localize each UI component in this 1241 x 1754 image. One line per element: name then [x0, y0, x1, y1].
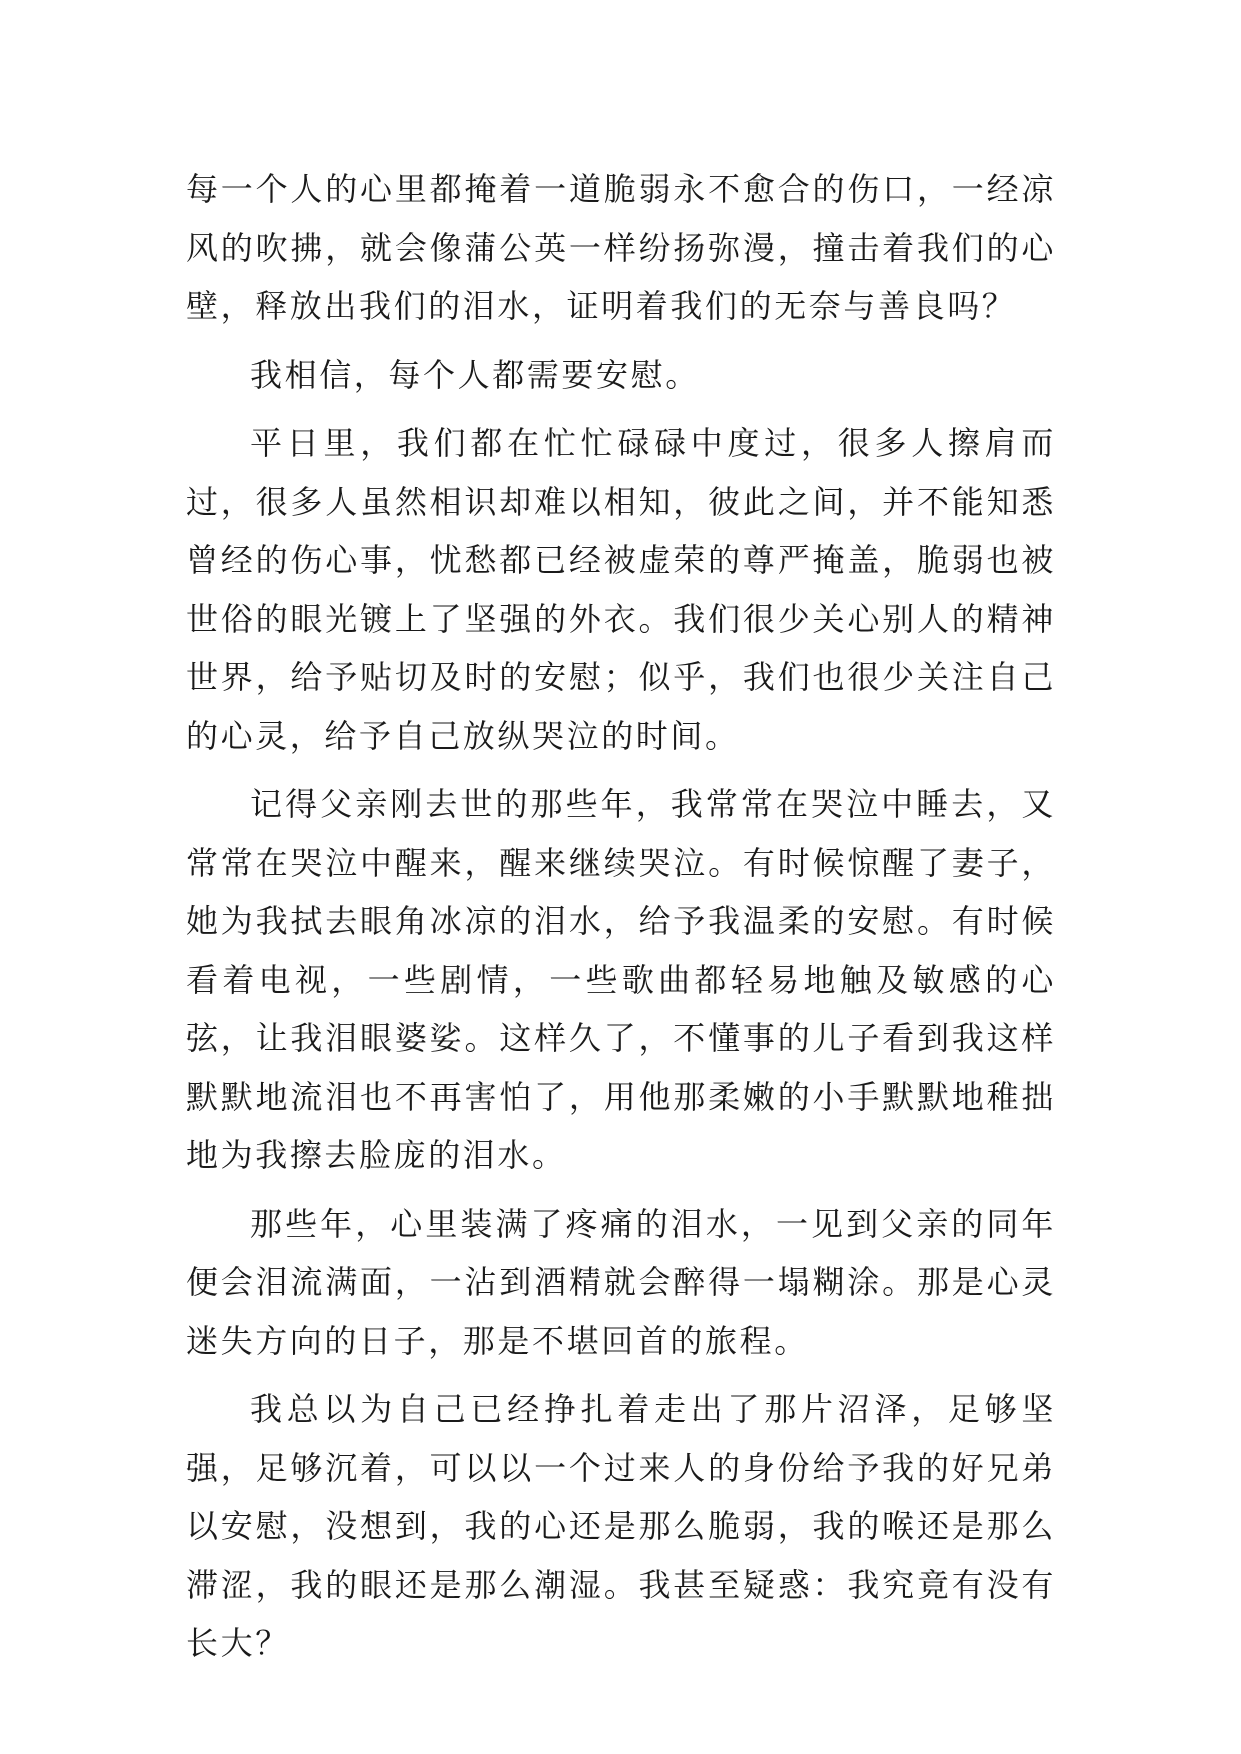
paragraph: 记得父亲刚去世的那些年，我常常在哭泣中睡去，又常常在哭泣中醒来，醒来继续哭泣。有时候惊醒了妻子，她为我拭去眼角冰凉的泪水，给予我温柔的安慰。有时候看着电视，一些剧情，一些歌曲都轻易地触及敏感的心弦，让我泪眼婆娑。这样久了，不懂事的儿子看到我这样默默地流泪也不再害怕了，用他那柔嫩的小手默默地稚拙地为我擦去脸庞的泪水。 — [186, 785, 1056, 1174]
paragraph: 每一个人的心里都掩着一道脆弱永不愈合的伤口，一经凉风的吹拂，就会像蒲公英一样纷扬弥漫，撞击着我们的心壁，释放出我们的泪水，证明着我们的无奈与善良吗？ — [186, 170, 1056, 325]
paragraph: 我相信，每个人都需要安慰。 — [250, 355, 700, 394]
body-text — [186, 160, 1056, 1683]
paragraph: 我总以为自己已经挣扎着走出了那片沼泽，足够坚强，足够沉着，可以以一个过来人的身份给予我的好兄弟以安慰，没想到，我的心还是那么脆弱，我的喉还是那么滞涩，我的眼还是那么潮湿。我甚至疑惑：我究竟有没有长大？ — [186, 1390, 1056, 1662]
paragraph: 那些年，心里装满了疼痛的泪水，一见到父亲的同年便会泪流满面，一沾到酒精就会醉得一塌糊涂。那是心灵迷失方向的日子，那是不堪回首的旅程。 — [186, 1204, 1056, 1360]
paragraph: 平日里，我们都在忙忙碌碌中度过，很多人擦肩而过，很多人虽然相识却难以相知，彼此之间，并不能知悉曾经的伤心事，忧愁都已经被虚荣的尊严掩盖，脆弱也被世俗的眼光镀上了坚强的外衣。我们很少关心别人的精神世界，给予贴切及时的安慰；似乎，我们也很少关注自己的心灵，给予自己放纵哭泣的时间。 — [186, 424, 1056, 755]
